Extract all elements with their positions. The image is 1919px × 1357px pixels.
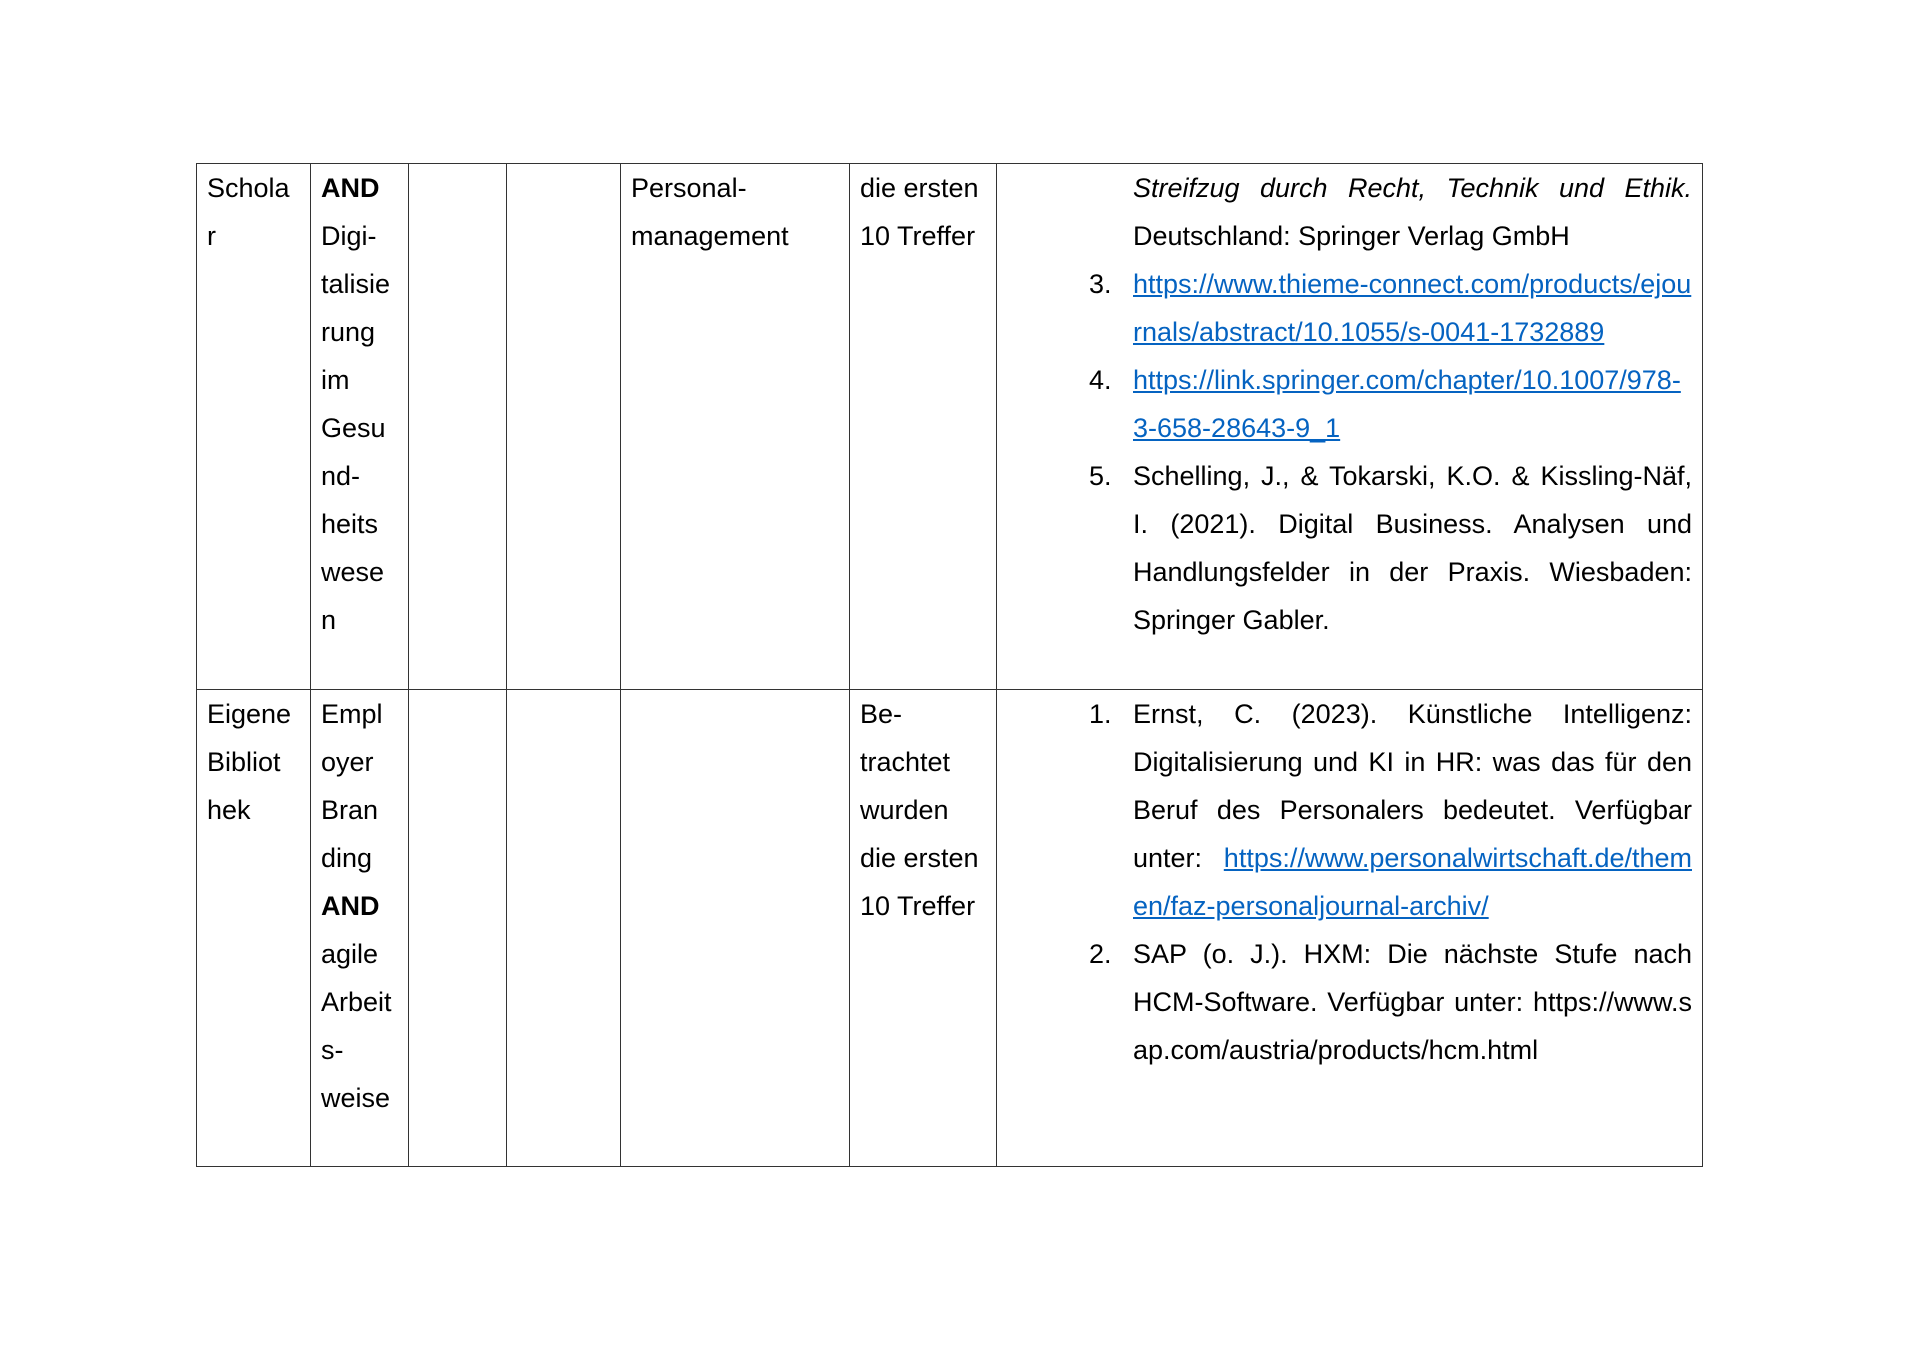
list-number: 5.	[1089, 461, 1112, 491]
list-item	[1007, 164, 1692, 260]
reference-continuation-plain: Deutschland: Springer Verlag GmbH	[1133, 221, 1570, 251]
empty-cell	[507, 164, 621, 690]
reference-text: SAP (o. J.). HXM: Die nächste Stufe nach HCM-Software. Verfügbar unter:	[1133, 939, 1692, 1017]
source-cell	[197, 690, 311, 1167]
category-text: Personal- management	[631, 173, 789, 251]
search-operator: AND	[321, 891, 380, 921]
selection-cell	[850, 690, 997, 1167]
list-number: 3.	[1089, 269, 1112, 299]
search-term: Empl oyer Bran ding	[321, 699, 383, 873]
literature-search-table	[196, 163, 1703, 1167]
list-number: 1.	[1089, 699, 1112, 729]
list-item	[1007, 356, 1692, 452]
search-term: Digi- talisie rung im Gesu nd- heits wese n	[321, 221, 391, 635]
table-row	[197, 164, 1703, 690]
selection-text: die ersten 10 Treffer	[860, 173, 979, 251]
selection-cell	[850, 164, 997, 690]
reference-text: Ernst, C. (2023). Künstliche Intelligenz: Digitalisierung und KI in HR: was das für den Beruf des Personalers bedeutet. Verfügbar unter:	[1133, 699, 1692, 873]
list-number: 2.	[1089, 939, 1112, 969]
reference-continuation: Streifzug durch Recht, Technik und Ethik.	[1133, 173, 1692, 203]
source-text: Schola r	[207, 173, 290, 251]
search-terms-cell	[311, 690, 409, 1167]
search-terms-cell	[311, 164, 409, 690]
empty-cell	[409, 164, 507, 690]
list-number: 4.	[1089, 365, 1112, 395]
references-cell	[997, 690, 1703, 1167]
reference-url-text: https://www.sap.com/austria/products/hcm.html	[1133, 987, 1692, 1065]
table-row	[197, 690, 1703, 1167]
empty-cell	[409, 690, 507, 1167]
reference-link[interactable]: https://www.thieme-connect.com/products/ejournals/abstract/10.1055/s-0041-1732889	[1133, 269, 1692, 347]
source-text: Eigene Bibliot hek	[207, 699, 292, 825]
list-item	[1007, 452, 1692, 644]
category-cell	[621, 164, 850, 690]
reference-list	[1007, 164, 1692, 644]
list-item	[1007, 930, 1692, 1074]
source-cell	[197, 164, 311, 690]
search-term: agile Arbeit s- weise	[321, 939, 392, 1113]
empty-cell	[507, 690, 621, 1167]
reference-link[interactable]: https://link.springer.com/chapter/10.1007/978-3-658-28643-9_1	[1133, 365, 1681, 443]
search-operator: AND	[321, 173, 380, 203]
reference-list	[1007, 690, 1692, 1074]
category-cell	[621, 690, 850, 1167]
selection-text: Be- trachtet wurden die ersten 10 Treffer	[860, 699, 979, 921]
list-item	[1007, 260, 1692, 356]
reference-text: Schelling, J., & Tokarski, K.O. & Kissling-Näf, I. (2021). Digital Business. Analysen und Handlungsfelder in der Praxis. Wiesbaden: Springer Gabler.	[1133, 461, 1692, 635]
list-item	[1007, 690, 1692, 930]
references-cell	[997, 164, 1703, 690]
reference-link[interactable]: https://www.personalwirtschaft.de/themen/faz-personaljournal-archiv/	[1133, 843, 1692, 921]
